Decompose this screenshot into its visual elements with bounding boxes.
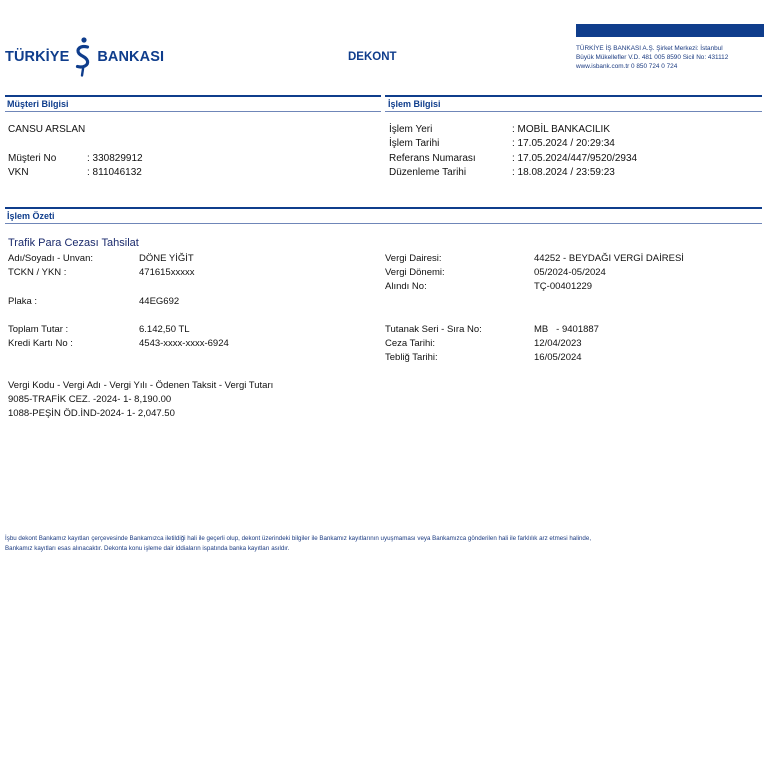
card-no-label: Kredi Kartı No : [8, 338, 73, 349]
bank-logo [5, 35, 164, 79]
plate-label: Plaka : [8, 296, 38, 307]
is-bank-emblem-icon [71, 35, 95, 79]
section-rule [5, 207, 762, 209]
penalty-date-value: 12/04/2023 [534, 338, 582, 349]
tax-table-header: Vergi Kodu - Vergi Adı - Vergi Yılı - Ödenen Taksit - Vergi Tutarı [8, 380, 274, 391]
total-amount-label: Toplam Tutar : [8, 324, 69, 335]
disclaimer-line: Bankamız kayıtları esas alınacaktır. Dekonta konu işleme dair iddiaların ispatında banka kayıtları asıldır. [5, 545, 290, 552]
transaction-date-value: : 17.05.2024 / 20:29:34 [512, 138, 615, 149]
customer-no-value: : 330829912 [87, 153, 143, 164]
section-divider [5, 223, 762, 224]
bank-info-line: TÜRKİYE İŞ BANKASI A.Ş. Şirket Merkezi: İstanbul [576, 45, 723, 52]
notify-date-label: Tebliğ Tarihi: [385, 352, 438, 363]
transaction-type-title: Trafik Para Cezası Tahsilat [8, 237, 139, 249]
tax-office-value: 44252 - BEYDAĞI VERGİ DAİRESİ [534, 253, 684, 264]
tax-period-value: 05/2024-05/2024 [534, 267, 606, 278]
logo-text-right: BANKASI [97, 49, 165, 65]
vkn-label: VKN [8, 167, 29, 178]
header-accent-bar [576, 24, 764, 37]
penalty-date-label: Ceza Tarihi: [385, 338, 435, 349]
tax-period-label: Vergi Dönemi: [385, 267, 445, 278]
summary-section-title: İşlem Özeti [7, 211, 55, 221]
logo-text-left: TÜRKİYE [5, 49, 70, 65]
tax-line: 9085-TRAFİK CEZ. -2024- 1- 8,190.00 [8, 394, 172, 405]
ticket-no-value: MB - 9401887 [534, 324, 599, 335]
receipt-no-label: Alındı No: [385, 281, 427, 292]
document-title: DEKONT [348, 51, 397, 63]
payer-name-label: Adı/Soyadı - Unvan: [8, 253, 94, 264]
payer-name-value: DÖNE YİĞİT [139, 253, 194, 264]
vkn-value: : 811046132 [87, 167, 142, 178]
bank-info-line: www.isbank.com.tr 0 850 724 0 724 [576, 63, 678, 70]
transaction-place-label: İşlem Yeri [389, 124, 433, 135]
section-divider [5, 111, 381, 112]
card-no-value: 4543-xxxx-xxxx-6924 [139, 338, 229, 349]
tckn-value: 471615xxxxx [139, 267, 195, 278]
tax-office-label: Vergi Dairesi: [385, 253, 442, 264]
reference-no-label: Referans Numarası [389, 153, 476, 164]
disclaimer-line: İşbu dekont Bankamız kayıtları çerçevesinde Bankamızca iletildiği hali ile geçerli olup, dekont üzerindeki bilgiler ile Bankamız kayıtlarının uyuşmaması veya Bankamızca gönderilen hali ile farklılık arz etmesi halinde, [5, 535, 592, 542]
receipt-no-value: TÇ-00401229 [534, 281, 593, 292]
issue-date-label: Düzenleme Tarihi [389, 167, 467, 178]
total-amount-value: 6.142,50 TL [139, 324, 190, 335]
tckn-label: TCKN / YKN : [8, 267, 67, 278]
section-divider [385, 111, 762, 112]
plate-value: 44EG692 [139, 296, 180, 307]
notify-date-value: 16/05/2024 [534, 352, 582, 363]
section-rule [5, 95, 381, 97]
ticket-no-label: Tutanak Seri - Sıra No: [385, 324, 482, 335]
customer-section-title: Müşteri Bilgisi [7, 99, 69, 109]
tax-line: 1088-PEŞİN ÖD.İND-2024- 1- 2,047.50 [8, 408, 175, 419]
transaction-date-label: İşlem Tarihi [389, 138, 440, 149]
section-rule [385, 95, 762, 97]
transaction-place-value: : MOBİL BANKACILIK [512, 124, 610, 135]
reference-no-value: : 17.05.2024/447/9520/2934 [512, 153, 638, 164]
customer-name: CANSU ARSLAN [8, 124, 86, 135]
transaction-section-title: İşlem Bilgisi [388, 99, 441, 109]
customer-no-label: Müşteri No [8, 153, 57, 164]
issue-date-value: : 18.08.2024 / 23:59:23 [512, 167, 615, 178]
bank-info-line: Büyük Mükellefler V.D. 481 005 8590 Sicil No: 431112 [576, 54, 729, 61]
